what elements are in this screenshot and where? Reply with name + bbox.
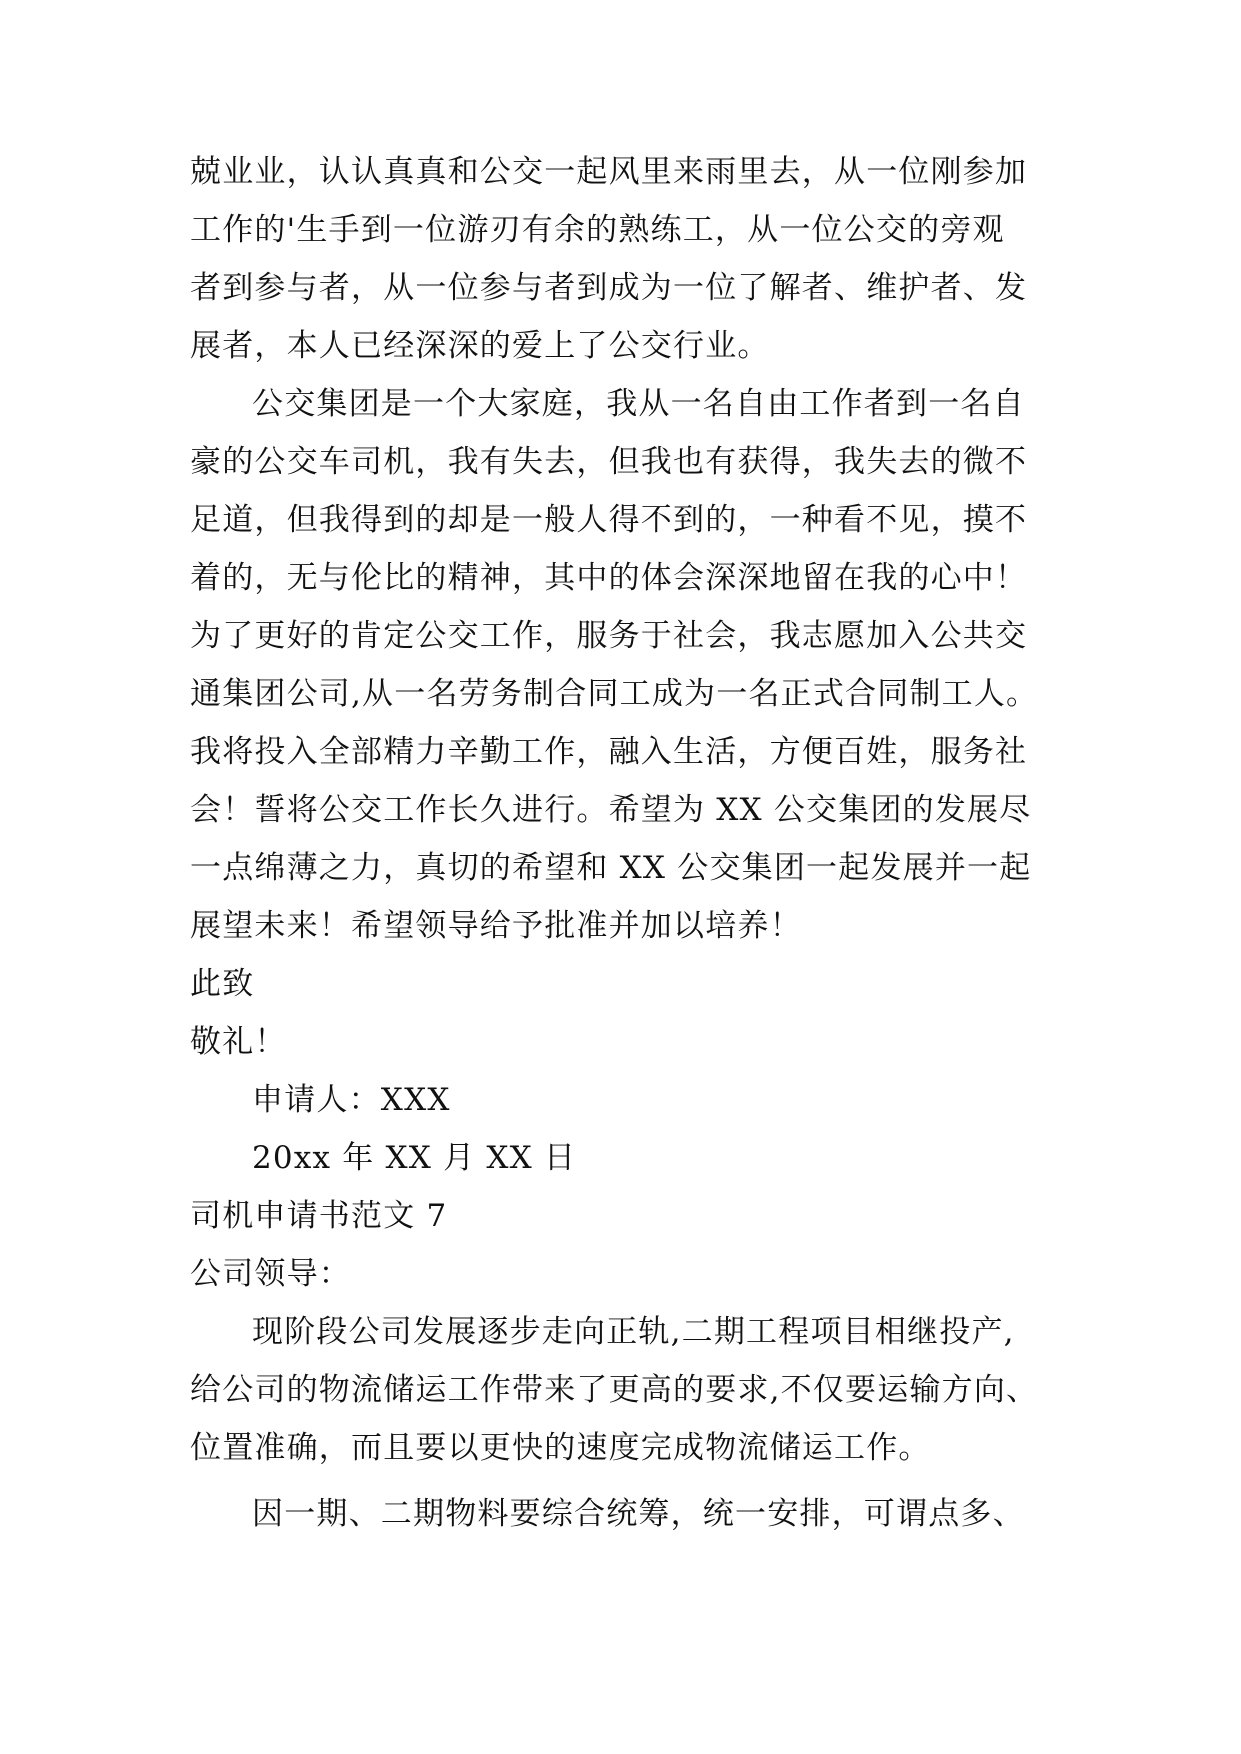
text-line: 通集团公司,从一名劳务制合同工成为一名正式合同制工人。 bbox=[190, 676, 1039, 712]
section-heading: 司机申请书范文 7 bbox=[190, 1198, 448, 1234]
text-line: 位置准确，而且要以更快的速度完成物流储运工作。 bbox=[190, 1430, 931, 1466]
text-line: 足道，但我得到的却是一般人得不到的，一种看不见，摸不 bbox=[190, 502, 1028, 538]
applicant-signature: 申请人：XXX bbox=[252, 1082, 451, 1118]
closing-phrase: 此致 bbox=[190, 966, 255, 1002]
addressee: 公司领导： bbox=[190, 1256, 351, 1292]
paragraph-start-line: 公交集团是一个大家庭，我从一名自由工作者到一名自 bbox=[252, 386, 1025, 422]
text-line: 会！誓将公交工作长久进行。希望为 XX 公交集团的发展尽 bbox=[190, 792, 1032, 828]
paragraph-start-line: 因一期、二期物料要综合统筹，统一安排，可谓点多、 bbox=[252, 1496, 1025, 1532]
text-line: 为了更好的肯定公交工作，服务于社会，我志愿加入公共交 bbox=[190, 618, 1028, 654]
text-line: 我将投入全部精力辛勤工作，融入生活，方便百姓，服务社 bbox=[190, 734, 1028, 770]
text-line: 豪的公交车司机，我有失去，但我也有获得，我失去的微不 bbox=[190, 444, 1028, 480]
text-line: 一点绵薄之力，真切的希望和 XX 公交集团一起发展并一起 bbox=[190, 850, 1032, 886]
text-line: 工作的'生手到一位游刃有余的熟练工，从一位公交的旁观 bbox=[190, 212, 1005, 248]
date-line: 20xx 年 XX 月 XX 日 bbox=[252, 1140, 577, 1176]
paragraph-start-line: 现阶段公司发展逐步走向正轨,二期工程项目相继投产, bbox=[252, 1314, 1015, 1350]
text-line: 展者，本人已经深深的爱上了公交行业。 bbox=[190, 328, 770, 364]
text-line: 展望未来！希望领导给予批准并加以培养！ bbox=[190, 908, 802, 944]
text-line: 兢业业，认认真真和公交一起风里来雨里去，从一位刚参加 bbox=[190, 154, 1028, 190]
text-line: 给公司的物流储运工作带来了更高的要求,不仅要运输方向、 bbox=[190, 1372, 1039, 1408]
salutation: 敬礼！ bbox=[190, 1024, 287, 1060]
text-line: 着的，无与伦比的精神，其中的体会深深地留在我的心中！ bbox=[190, 560, 1028, 596]
text-line: 者到参与者，从一位参与者到成为一位了解者、维护者、发 bbox=[190, 270, 1028, 306]
